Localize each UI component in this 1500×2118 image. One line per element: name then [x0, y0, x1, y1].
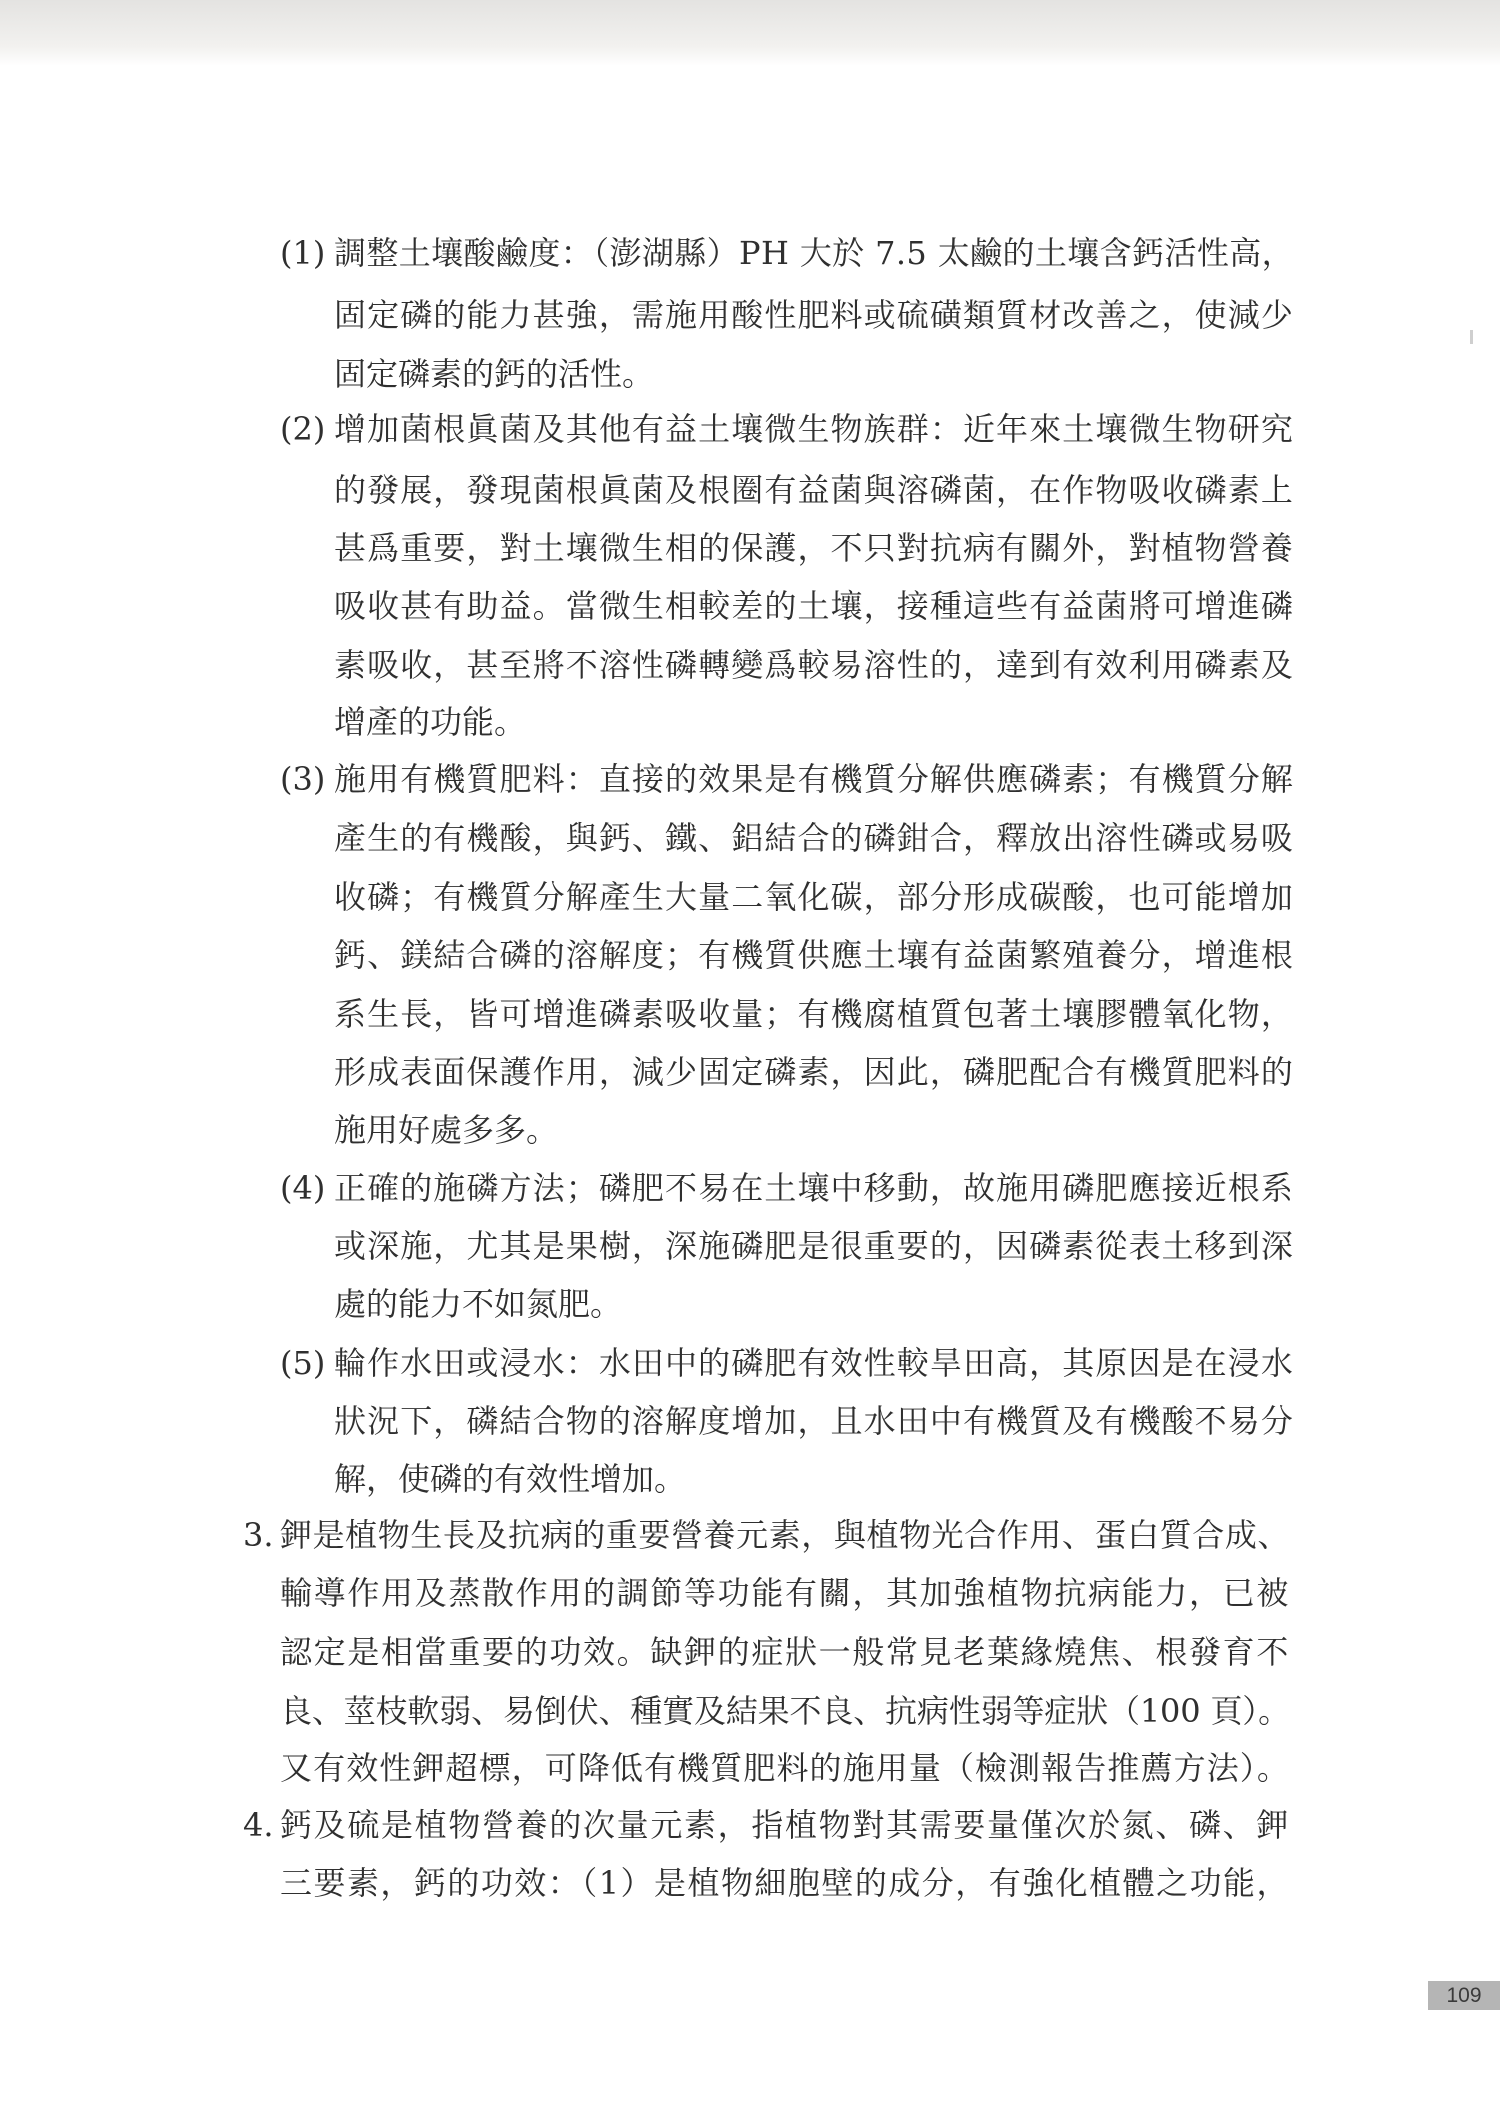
line-text: 鉀是植物生長及抗病的重要營養元素，與植物光合作用、蛋白質合成、: [280, 1516, 1290, 1554]
text-line: [0, 867, 1500, 927]
line-text: 解，使磷的有效性增加。: [334, 1460, 687, 1498]
line-text: 增產的功能。: [334, 703, 527, 741]
text-line: [0, 285, 1500, 345]
text-line: [0, 1100, 1500, 1160]
line-text: 施用好處多多。: [334, 1111, 559, 1149]
line-text: 正確的施磷方法；磷肥不易在土壤中移動，故施用磷肥應接近根系: [334, 1169, 1294, 1207]
item-number: (1): [280, 234, 326, 272]
line-text: 鈣、鎂結合磷的溶解度；有機質供應土壤有益菌繁殖養分，增進根: [334, 936, 1294, 974]
line-text: 輸導作用及蒸散作用的調節等功能有關，其加強植物抗病能力，已被: [280, 1574, 1290, 1612]
item-number: (5): [280, 1344, 326, 1382]
line-text: 鈣及硫是植物營養的次量元素，指植物對其需要量僅次於氮、磷、鉀: [280, 1806, 1290, 1844]
text-line: [0, 223, 1500, 283]
item-number: 4.: [243, 1806, 274, 1844]
line-text: 輪作水田或浸水：水田中的磷肥有效性較旱田高，其原因是在浸水: [334, 1344, 1294, 1382]
item-number: (3): [280, 760, 326, 798]
text-line: [0, 1795, 1500, 1855]
line-text: 調整土壤酸鹼度：（澎湖縣）PH 大於 7.5 太鹼的土壤含鈣活性高，: [334, 234, 1294, 272]
text-line: [0, 518, 1500, 578]
text-line: [0, 1505, 1500, 1565]
text-line: [0, 1622, 1500, 1682]
line-text: 固定磷素的鈣的活性。: [334, 355, 655, 393]
line-text: 的發展，發現菌根眞菌及根圈有益菌與溶磷菌，在作物吸收磷素上: [334, 471, 1294, 509]
text-line: [0, 1681, 1500, 1741]
line-text: 施用有機質肥料：直接的效果是有機質分解供應磷素；有機質分解: [334, 760, 1294, 798]
line-text: 甚爲重要，對土壤微生相的保護，不只對抗病有關外，對植物營養: [334, 529, 1294, 567]
text-line: [0, 925, 1500, 985]
line-text: 認定是相當重要的功效。缺鉀的症狀一般常見老葉緣燒焦、根發育不: [280, 1633, 1290, 1671]
line-text: 固定磷的能力甚強，需施用酸性肥料或硫磺類質材改善之，使減少: [334, 296, 1294, 334]
line-text: 形成表面保護作用，減少固定磷素，因此，磷肥配合有機質肥料的: [334, 1053, 1294, 1091]
text-line: [0, 576, 1500, 636]
line-text: 產生的有機酸，與鈣、鐵、鋁結合的磷鉗合，釋放出溶性磷或易吸: [334, 819, 1294, 857]
text-line: [0, 808, 1500, 868]
item-number: (2): [280, 410, 326, 448]
line-text: 又有效性鉀超標，可降低有機質肥料的施用量（檢測報告推薦方法）。: [280, 1749, 1290, 1787]
line-text: 處的能力不如氮肥。: [334, 1285, 623, 1323]
text-line: [0, 749, 1500, 809]
text-line: [0, 984, 1500, 1044]
text-line: [0, 399, 1500, 459]
text-line: [0, 635, 1500, 695]
text-line: [0, 1216, 1500, 1276]
text-line: [0, 1274, 1500, 1334]
text-line: [0, 692, 1500, 752]
item-number: (4): [280, 1169, 326, 1207]
text-line: [0, 344, 1500, 404]
line-text: 吸收甚有助益。當微生相較差的土壤，接種這些有益菌將可增進磷: [334, 587, 1294, 625]
item-number: 3.: [243, 1516, 274, 1554]
line-text: 三要素，鈣的功效：（1）是植物細胞壁的成分，有強化植體之功能，: [280, 1864, 1290, 1902]
line-text: 或深施，尤其是果樹，深施磷肥是很重要的，因磷素從表土移到深: [334, 1227, 1294, 1265]
text-line: [0, 1042, 1500, 1102]
text-line: [0, 1563, 1500, 1623]
text-line: [0, 1449, 1500, 1509]
line-text: 狀況下，磷結合物的溶解度增加，且水田中有機質及有機酸不易分: [334, 1402, 1294, 1440]
line-text: 良、莖枝軟弱、易倒伏、種實及結果不良、抗病性弱等症狀（100 頁）。: [280, 1692, 1290, 1730]
line-text: 收磷；有機質分解產生大量二氧化碳，部分形成碳酸，也可能增加: [334, 878, 1294, 916]
text-line: [0, 1738, 1500, 1798]
page-number: 109: [1428, 1981, 1500, 2010]
text-line: [0, 1391, 1500, 1451]
text-line: [0, 1333, 1500, 1393]
text-line: [0, 1853, 1500, 1913]
line-text: 系生長，皆可增進磷素吸收量；有機腐植質包著土壤膠體氧化物，: [334, 995, 1294, 1033]
line-text: 素吸收，甚至將不溶性磷轉變爲較易溶性的，達到有效利用磷素及: [334, 646, 1294, 684]
line-text: 增加菌根眞菌及其他有益土壤微生物族群：近年來土壤微生物研究: [334, 410, 1294, 448]
text-line: [0, 460, 1500, 520]
text-line: [0, 1158, 1500, 1218]
